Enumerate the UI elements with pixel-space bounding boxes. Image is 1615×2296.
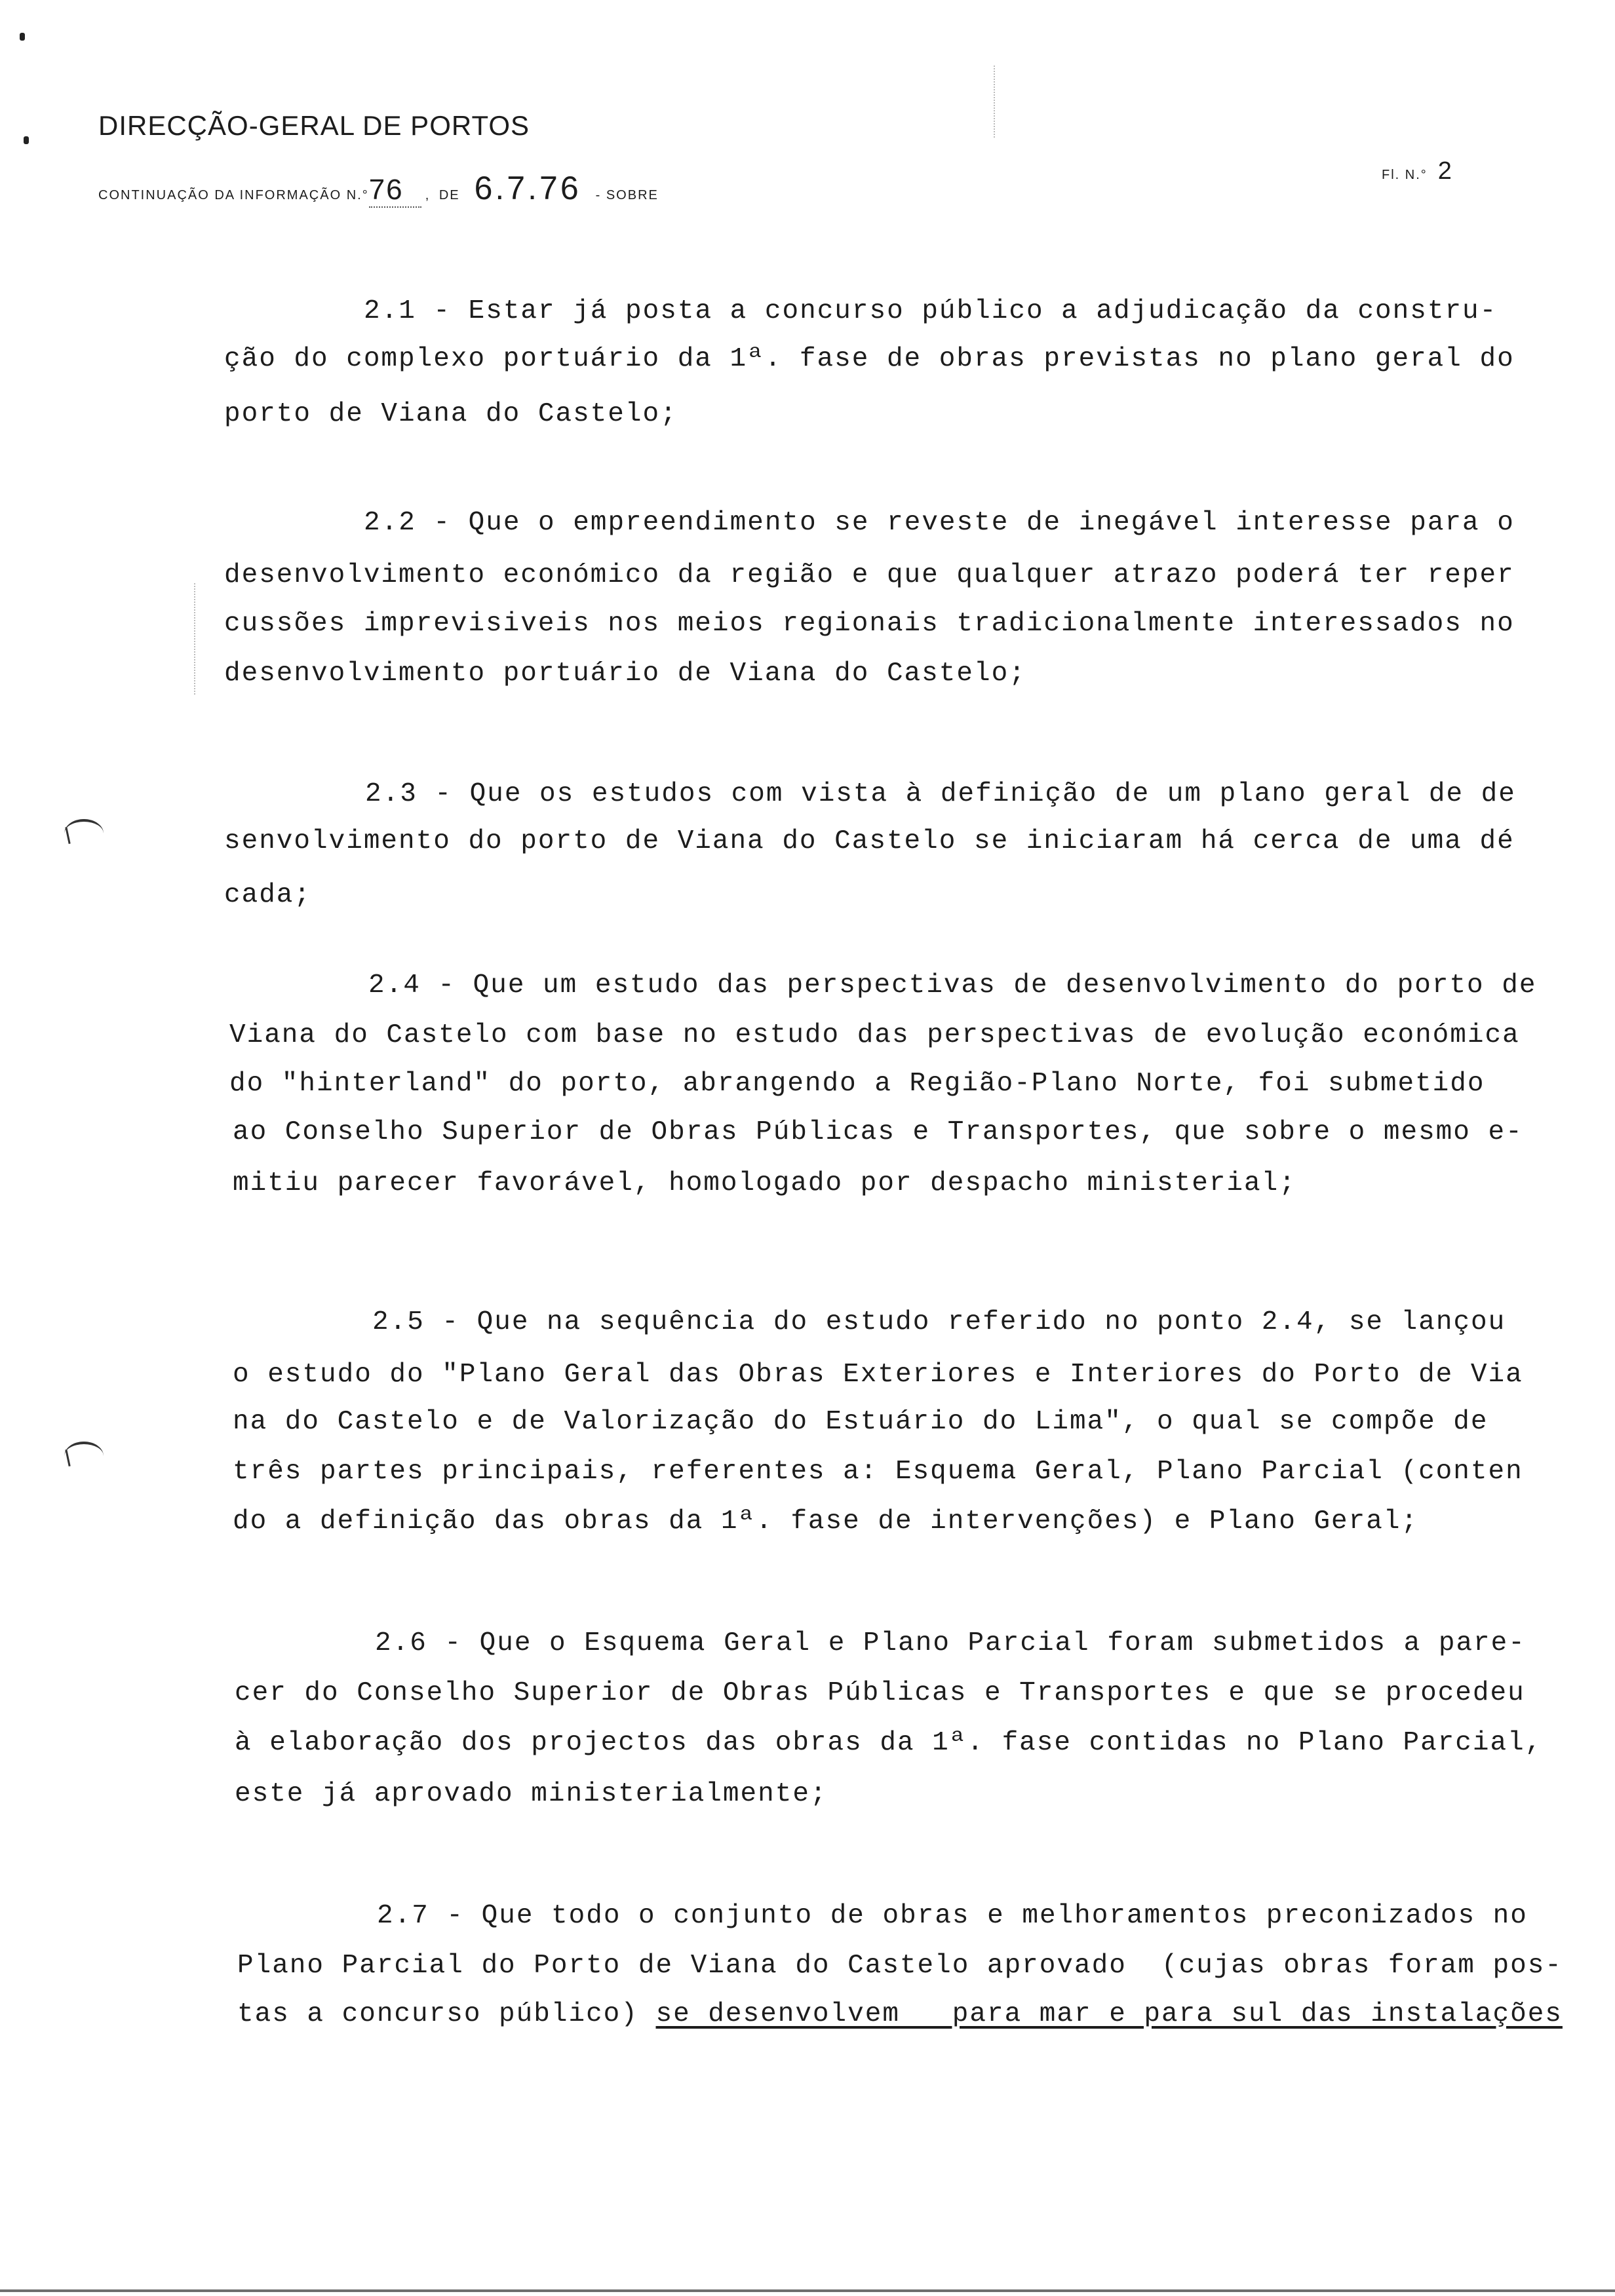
bottom-edge-rule xyxy=(0,2289,1615,2292)
paragraph-line: desenvolvimento portuário de Viana do Castelo; xyxy=(224,659,1026,689)
faint-mark-left xyxy=(194,583,197,695)
folio-label: Fl. N.° xyxy=(1382,168,1428,182)
paragraph-line: 2.5 - Que na sequência do estudo referido no ponto 2.4, se lançou xyxy=(372,1307,1506,1337)
paragraph-line: três partes principais, referentes a: Esquema Geral, Plano Parcial (conten xyxy=(233,1457,1523,1487)
paragraph-line: 2.7 - Que todo o conjunto de obras e melhoramentos preconizados no xyxy=(377,1901,1528,1931)
paragraph-line: Viana do Castelo com base no estudo das perspectivas de evolução económica xyxy=(229,1020,1520,1050)
paragraph-line: 2.6 - Que o Esquema Geral e Plano Parcial foram submetidos a pare- xyxy=(375,1628,1526,1658)
paragraph-line: cussões imprevisiveis nos meios regionais tradicionalmente interessados no xyxy=(224,609,1515,639)
paragraph-line-text: tas a concurso público) xyxy=(237,1999,656,2029)
organization-name: DIRECÇÃO-GERAL DE PORTOS xyxy=(98,110,530,141)
sobre-label: - SOBRE xyxy=(595,188,659,202)
paragraph-line-last xyxy=(237,2001,1563,2028)
paragraph-line: cer do Conselho Superior de Obras Públicas e Transportes e que se procedeu xyxy=(235,1678,1525,1708)
continuation-line: CONTINUAÇÃO DA INFORMAÇÃO N.°76 , DE 6.7.76 - SOBRE xyxy=(98,170,659,206)
paragraph-line: este já aprovado ministerialmente; xyxy=(235,1779,828,1809)
underlined-phrase: se desenvolvem para mar e para sul das instalações xyxy=(655,1999,1563,2029)
paragraph-line: do "hinterland" do porto, abrangendo a Região-Plano Norte, foi submetido xyxy=(229,1069,1485,1099)
paragraph-line: 2.4 - Que um estudo das perspectivas de desenvolvimento do porto de xyxy=(368,970,1537,1001)
paragraph-line: 2.3 - Que os estudos com vista à definição de um plano geral de de xyxy=(365,779,1516,809)
de-label: DE xyxy=(438,188,460,202)
paragraph-line: do a definição das obras da 1ª. fase de intervenções) e Plano Geral; xyxy=(233,1506,1419,1537)
info-date: 6.7.76 xyxy=(474,170,581,206)
paragraph-line: porto de Viana do Castelo; xyxy=(224,399,678,429)
continuation-label: CONTINUAÇÃO DA INFORMAÇÃO N.° xyxy=(98,188,369,202)
paragraph-line: 2.2 - Que o empreendimento se reveste de inegável interesse para o xyxy=(364,508,1515,538)
margin-mark-header xyxy=(24,136,29,144)
paragraph-line: o estudo do "Plano Geral das Obras Exteriores e Interiores do Porto de Via xyxy=(233,1360,1523,1390)
paragraph-line: desenvolvimento económico da região e que qualquer atrazo poderá ter reper xyxy=(224,560,1515,590)
margin-mark-top xyxy=(20,33,25,41)
paragraph-line: Plano Parcial do Porto de Viana do Castelo aprovado (cujas obras foram pos- xyxy=(237,1951,1563,1981)
paragraph-line: ção do complexo portuário da 1ª. fase de obras previstas no plano geral do xyxy=(224,344,1515,374)
info-number: 76 xyxy=(369,174,421,208)
faint-mark-top xyxy=(994,66,996,138)
paragraph-line: mitiu parecer favorável, homologado por despacho ministerial; xyxy=(233,1168,1296,1198)
paragraph-line: ao Conselho Superior de Obras Públicas e Transportes, que sobre o mesmo e- xyxy=(233,1117,1523,1147)
paragraph-line: na do Castelo e de Valorização do Estuário do Lima", o qual se compõe de xyxy=(233,1407,1489,1437)
paragraph-line: cada; xyxy=(224,880,312,910)
folio-number: 2 xyxy=(1437,157,1453,185)
paragraph-line: senvolvimento do porto de Viana do Castelo se iniciaram há cerca de uma dé xyxy=(224,826,1515,856)
paragraph-line: 2.1 - Estar já posta a concurso público a adjudicação da constru- xyxy=(364,296,1498,326)
paragraph-line: à elaboração dos projectos das obras da 1ª. fase contidas no Plano Parcial, xyxy=(235,1728,1543,1758)
folio-marker xyxy=(1382,157,1453,185)
